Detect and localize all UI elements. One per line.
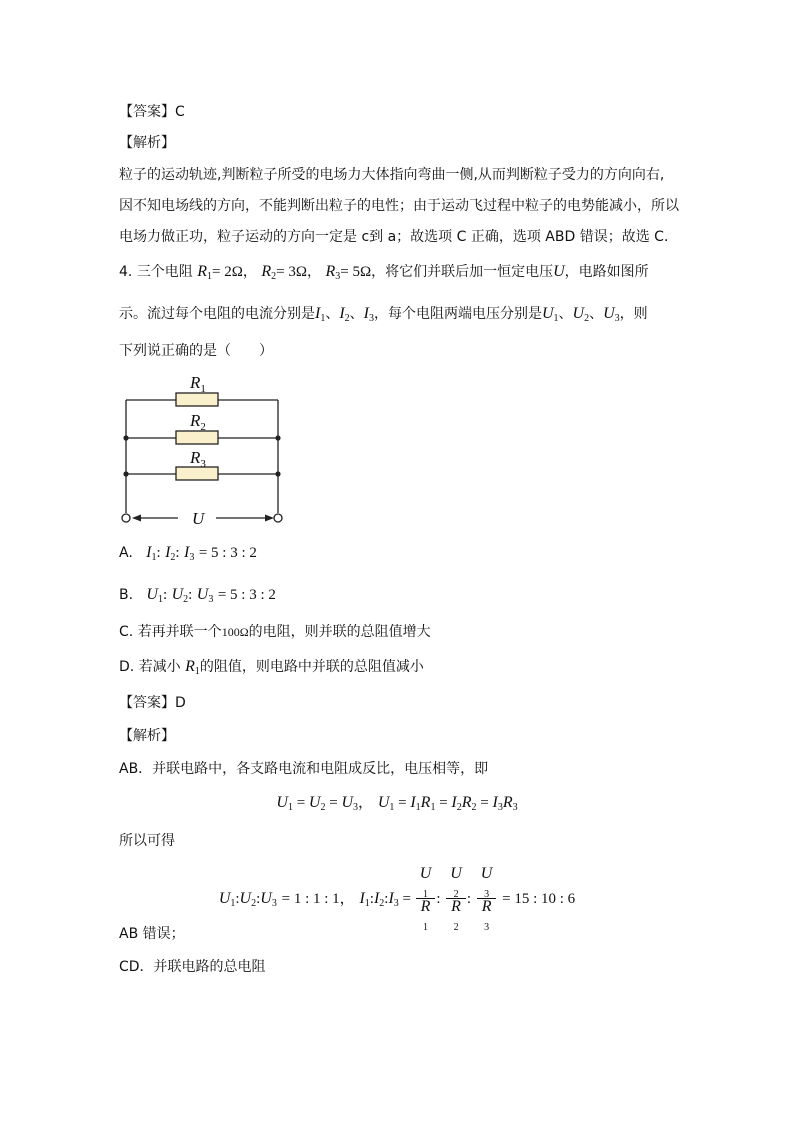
option-d: D. 若减小 $R_1$的阻值，则电路中并联的总阻值减小 (119, 658, 424, 677)
resistor-r2 (176, 431, 218, 444)
answer-label: 【答案】 (119, 104, 175, 120)
question-line-1: 4. 三个电阻 $R_1= 2\Omega$， $R_2= 3\Omega$， $R_3= 5\Omega$，将它们并联后加一恒定电压U，电路如图所 (119, 263, 649, 282)
formula-equal-voltage: $U_1 = U_2 = U_3$， $U_1 = I_1R_1 = I_2R_2 = I_3R_3$ (276, 793, 518, 813)
analysis-so: 所以可得 (119, 833, 175, 849)
svg-text:R2: $R_2$ (190, 411, 206, 433)
question-line-2: 示。流过每个电阻的电流分别是$I_1$、$I_2$、$I_3$，每个电阻两端电压分别是$U_1$、$U_2$、$U_3$，则 (119, 305, 648, 324)
analysis-line-3: 电场力做正功，粒子运动的方向一定是 c到 a；故选项 C 正确，选项 ABD 错误；故选 C． (119, 229, 678, 245)
analysis-label-2: 【解析】 (119, 728, 175, 744)
terminal-left (122, 514, 130, 522)
analysis-line-2: 因不知电场线的方向，不能判断出粒子的电性；由于运动飞过程中粒子的电势能减小，所以 (119, 198, 679, 214)
answer-value: C (175, 104, 185, 120)
terminal-right (274, 514, 282, 522)
answer-line (119, 102, 185, 122)
analysis-ab-intro: AB．并联电路中，各支路电流和电阻成反比，电压相等，即 (119, 761, 489, 777)
analysis-ab-wrong: AB 错误； (119, 926, 185, 942)
analysis-line-1: 粒子的运动轨迹,判断粒子所受的电场力大体指向弯曲一侧,从而判断粒子受力的方向向右, (119, 167, 665, 183)
voltage-label: U (192, 509, 205, 528)
svg-text:R1: $R_1$ (190, 373, 206, 395)
formula-ratios: $U_1:U_2:U_3 = 1$ : 1 : 1， $I_1:I_2:I_3$ = U $_1$ R $_1$ : U $_2$ R $_2$ : U $_3$ R $_3$ = 15 : 10 : 6 (218, 865, 576, 933)
analysis-label: 【解析】 (119, 135, 175, 151)
option-c: C. 若再并联一个100Ω的电阻，则并联的总阻值增大 (119, 624, 431, 640)
resistor-r1 (176, 393, 218, 406)
question-line-3: 下列说正确的是（ ） (119, 343, 273, 359)
analysis-cd-intro: CD．并联电路的总电阻 (119, 959, 266, 975)
option-b: B. $U_1$: $U_2$: $U_3 = 5$ : 3 : 2 (119, 586, 276, 605)
svg-text:R3: $R_3$ (190, 448, 206, 470)
answer-line-2: 【答案】D (119, 695, 186, 711)
circuit-diagram (112, 368, 292, 528)
option-a: A. $I_1$: $I_2$: $I_3 = 5$ : 3 : 2 (119, 544, 257, 563)
resistor-r3 (176, 467, 218, 480)
